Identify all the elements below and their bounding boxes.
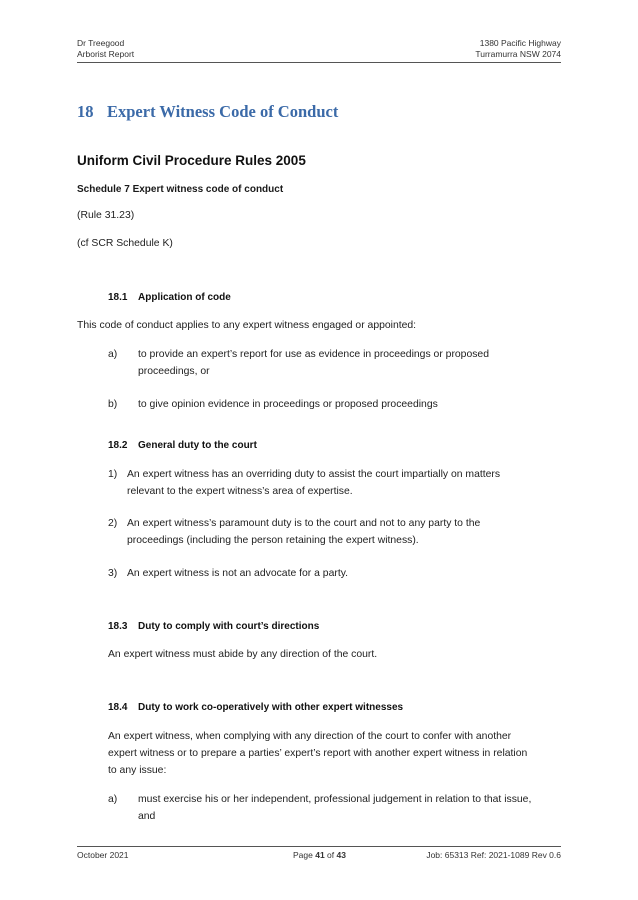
rule-reference: (Rule 31.23): [77, 210, 135, 221]
header-left: [77, 38, 134, 60]
page-prefix: Page: [293, 850, 316, 860]
subsection-18-1-intro: This code of conduct applies to any expert witness engaged or appointed:: [77, 320, 417, 331]
list-text-line: An expert witness has an overriding duty to assist the court impartially on matters: [127, 469, 501, 480]
subsection-18-1-heading: [108, 292, 231, 303]
section-title: [77, 102, 338, 122]
list-text: [127, 515, 480, 549]
list-text-line: proceedings, or: [138, 366, 210, 377]
footer-date: October 2021: [77, 850, 129, 860]
list-text: [138, 346, 489, 380]
page-current: 41: [315, 850, 325, 860]
paragraph-line: expert witness or to prepare a parties’ expert’s report with another expert witness in relation: [108, 748, 528, 759]
subsection-number: 18.4: [108, 702, 128, 713]
header-address-line2: Turramurra NSW 2074: [475, 49, 561, 59]
subsection-18-4-heading: [108, 702, 403, 713]
paragraph-line: An expert witness, when complying with any direction of the court to confer with another: [108, 731, 512, 742]
subsection-title: General duty to the court: [138, 440, 257, 451]
footer-divider: [77, 846, 561, 847]
subsection-number: 18.2: [108, 440, 128, 451]
list-marker: a): [108, 349, 118, 360]
subsection-18-3-heading: [108, 621, 319, 632]
subsection-18-4-paragraph: [108, 728, 568, 779]
list-marker: b): [108, 399, 118, 410]
list-text-line: An expert witness’s paramount duty is to the court and not to any party to the: [127, 518, 481, 529]
list-marker: 1): [108, 469, 118, 480]
list-text: An expert witness is not an advocate for a party.: [127, 568, 349, 579]
list-marker: a): [108, 794, 118, 805]
header-report-type: Arborist Report: [77, 49, 135, 59]
page-total: 43: [336, 850, 346, 860]
list-text-line: relevant to the expert witness’s area of expertise.: [127, 486, 353, 497]
section-title-text: Expert Witness Code of Conduct: [107, 102, 339, 121]
paragraph-line: to any issue:: [108, 765, 167, 776]
header-divider: [77, 62, 561, 63]
list-text-line: proceedings (including the person retaining the expert witness).: [127, 535, 419, 546]
list-text: [127, 466, 500, 500]
page-of: of: [324, 850, 337, 860]
footer-page-number: [293, 850, 346, 860]
subsection-number: 18.1: [108, 292, 128, 303]
subsection-title: Duty to comply with court’s directions: [138, 621, 320, 632]
subsection-title: Duty to work co-operatively with other expert witnesses: [138, 702, 404, 713]
list-text: to give opinion evidence in proceedings or proposed proceedings: [138, 399, 438, 410]
header-author: Dr Treegood: [77, 38, 125, 48]
list-marker: 2): [108, 518, 118, 529]
section-number: 18: [77, 102, 94, 121]
header-right: [475, 38, 561, 60]
subsection-18-2-heading: [108, 440, 257, 451]
footer-job-reference: Job: 65313 Ref: 2021-1089 Rev 0.6: [426, 850, 561, 860]
list-marker: 3): [108, 568, 118, 579]
act-heading: Uniform Civil Procedure Rules 2005: [77, 153, 306, 168]
subsection-18-3-text: An expert witness must abide by any direction of the court.: [108, 649, 378, 660]
cf-reference: (cf SCR Schedule K): [77, 238, 173, 249]
list-text-line: must exercise his or her independent, professional judgement in relation to that issue,: [138, 794, 532, 805]
list-text-line: to provide an expert’s report for use as evidence in proceedings or proposed: [138, 349, 489, 360]
list-text: [138, 791, 531, 825]
subsection-title: Application of code: [138, 292, 231, 303]
list-text-line: and: [138, 811, 156, 822]
header-address-line1: 1380 Pacific Highway: [479, 38, 561, 48]
schedule-heading: Schedule 7 Expert witness code of conduct: [77, 184, 284, 195]
subsection-number: 18.3: [108, 621, 128, 632]
